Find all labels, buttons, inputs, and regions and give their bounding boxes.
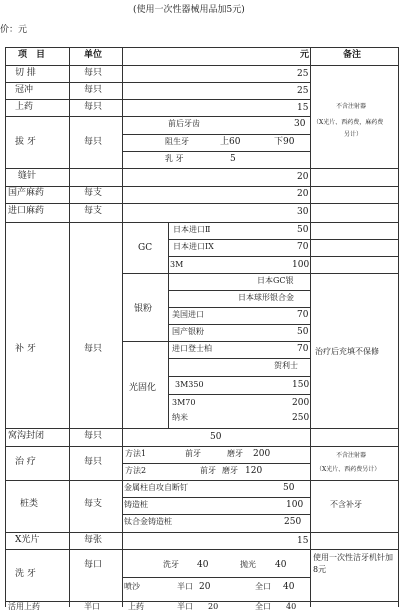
xiya-xieya-label: 洗牙 bbox=[163, 560, 179, 569]
row-buya-unit: 每只 bbox=[84, 344, 103, 354]
row-wogou-unit: 每只 bbox=[84, 431, 103, 441]
column-header-price: 元 bbox=[300, 50, 310, 60]
row-zhuang-item: 桩类 bbox=[20, 499, 39, 509]
buya-guanguhua-item-2-name: 贺利士 bbox=[274, 361, 298, 370]
row-qiepai-unit: 每只 bbox=[84, 68, 103, 78]
row-fengzhen-item: 缝针 bbox=[18, 171, 37, 181]
row-guochan-maiyao-price: 20 bbox=[297, 189, 309, 199]
row-jinkou-maiyao-unit: 每支 bbox=[84, 206, 103, 216]
row-xiya-unit: 每口 bbox=[84, 560, 103, 570]
row-xray-item: X光片 bbox=[15, 535, 40, 545]
row-qiepai-price: 25 bbox=[297, 69, 309, 79]
column-header-remark: 备注 bbox=[343, 50, 362, 60]
buya-gc-item-2-price: 70 bbox=[297, 242, 309, 252]
xiya-remark: 使用一次性洁牙机针加8元 bbox=[313, 553, 393, 574]
zhuang-item-3-price: 250 bbox=[284, 517, 302, 527]
row-zhuang-unit: 每支 bbox=[84, 499, 103, 509]
top-note: (使用一次性器械用品加5元) bbox=[133, 5, 245, 15]
baya-zusheng-upper: 上60 bbox=[220, 137, 241, 147]
buya-remark: 治疗后充填不保修 bbox=[315, 347, 379, 356]
row-last-unit: 半口 bbox=[84, 602, 100, 611]
xiya-pensha-full-price: 40 bbox=[283, 582, 295, 592]
buya-guanguhua-item-4-name: 3M70 bbox=[172, 398, 196, 407]
remark-1-line2: （X光片、西药费，麻药费 bbox=[313, 119, 384, 126]
row-last-e: 40 bbox=[286, 602, 297, 611]
xiya-paoguang-price: 40 bbox=[275, 560, 287, 570]
buya-guanguhua-item-5-name: 纳米 bbox=[172, 413, 188, 422]
zhuang-item-1-price: 50 bbox=[283, 483, 295, 493]
zhuang-item-1-name: 金属柱自攻自断钉 bbox=[124, 483, 188, 492]
buya-yinfen-item-1-name: 日本GC银 bbox=[257, 276, 294, 285]
zhuang-item-3-name: 钛合金铸造桩 bbox=[124, 517, 172, 526]
row-last-item: 活用上药 bbox=[8, 602, 40, 611]
row-last-d: 全口 bbox=[255, 602, 271, 611]
buya-gc-label: GC bbox=[138, 243, 153, 253]
zhiliao-m1-molar: 磨牙 bbox=[227, 449, 243, 458]
baya-zusheng-lower: 下90 bbox=[274, 137, 295, 147]
row-xray-unit: 每张 bbox=[84, 535, 103, 545]
buya-yinfen-item-4-price: 50 bbox=[297, 327, 309, 337]
buya-3m-price: 100 bbox=[292, 260, 310, 270]
row-qiepai-item: 切 排 bbox=[15, 68, 36, 78]
buya-guanguhua-item-1-name: 进口登士柏 bbox=[172, 344, 212, 353]
row-buya-item: 补 牙 bbox=[15, 344, 36, 354]
buya-yinfen-item-3-name: 美国进口 bbox=[172, 310, 204, 319]
row-xray-price: 15 bbox=[297, 536, 309, 546]
column-header-unit: 单位 bbox=[84, 50, 103, 60]
row-fengzhen-price: 20 bbox=[297, 172, 309, 182]
row-wogou-item: 窝沟封闭 bbox=[8, 431, 45, 441]
remark-1-line3: 另计） bbox=[344, 131, 363, 138]
zhiliao-m2-label: 方法2 bbox=[125, 466, 147, 475]
row-xiya-item: 洗 牙 bbox=[15, 569, 36, 579]
xiya-paoguang-label: 抛光 bbox=[240, 560, 256, 569]
baya-ruya-label: 乳 牙 bbox=[165, 154, 184, 163]
row-guochan-maiyao-item: 国产麻药 bbox=[8, 188, 45, 198]
row-jinkou-maiyao-item: 进口麻药 bbox=[8, 206, 45, 216]
zhuang-remark: 不含补牙 bbox=[330, 500, 362, 509]
row-last-b: 半口 bbox=[177, 602, 193, 611]
baya-qianhou-label: 前后牙齿 bbox=[168, 119, 200, 128]
zhiliao-m1-label: 方法1 bbox=[125, 449, 147, 458]
row-baya-unit: 每只 bbox=[84, 137, 103, 147]
row-guanchong-price: 25 bbox=[297, 86, 309, 96]
zhiliao-m2-molar: 磨牙 bbox=[222, 466, 238, 475]
buya-yinfen-label: 银粉 bbox=[134, 304, 153, 314]
row-guochan-maiyao-unit: 每支 bbox=[84, 188, 103, 198]
row-guanchong-item: 冠冲 bbox=[15, 85, 34, 95]
buya-guanguhua-item-3-name: 3M350 bbox=[175, 380, 204, 389]
buya-gc-item-2-name: 日本进口IX bbox=[173, 242, 214, 251]
remark-2-line1: 不含注射器 bbox=[336, 452, 367, 459]
buya-gc-item-1-price: 50 bbox=[297, 225, 309, 235]
buya-yinfen-item-2-name: 日本球形银合金 bbox=[238, 293, 294, 302]
row-zhiliao-item: 治 疗 bbox=[15, 457, 36, 467]
row-last-a: 上药 bbox=[128, 602, 144, 611]
zhiliao-m1-price: 200 bbox=[253, 449, 271, 459]
zhiliao-m1-front: 前牙 bbox=[185, 449, 201, 458]
zhiliao-m2-price: 120 bbox=[245, 466, 263, 476]
buya-yinfen-item-4-name: 国产银粉 bbox=[172, 327, 204, 336]
xiya-pensha-full: 全口 bbox=[255, 582, 271, 591]
xiya-pensha-half-price: 20 bbox=[199, 582, 211, 592]
buya-3m-name: 3M bbox=[170, 260, 184, 269]
price-unit-label: 价：元 bbox=[0, 25, 28, 35]
buya-guanguhua-label: 光固化 bbox=[129, 383, 157, 393]
row-baya-item: 拔 牙 bbox=[15, 137, 36, 147]
column-header-item: 项 目 bbox=[18, 50, 46, 60]
row-wogou-price: 50 bbox=[210, 432, 222, 442]
row-shangyao-unit: 每只 bbox=[84, 102, 103, 112]
buya-guanguhua-item-4-price: 200 bbox=[292, 398, 310, 408]
xiya-pensha-half: 半口 bbox=[177, 582, 193, 591]
row-zhiliao-unit: 每只 bbox=[84, 457, 103, 467]
buya-guanguhua-item-3-price: 150 bbox=[292, 380, 310, 390]
row-shangyao-item: 上药 bbox=[15, 102, 34, 112]
zhuang-item-2-price: 100 bbox=[286, 500, 304, 510]
row-shangyao-price: 15 bbox=[297, 103, 309, 113]
xiya-pensha-label: 喷沙 bbox=[124, 582, 140, 591]
buya-guanguhua-item-1-price: 70 bbox=[297, 344, 309, 354]
row-jinkou-maiyao-price: 30 bbox=[297, 207, 309, 217]
xiya-xieya-price: 40 bbox=[197, 560, 209, 570]
buya-guanguhua-item-5-price: 250 bbox=[292, 413, 310, 423]
baya-zusheng-label: 阻生牙 bbox=[165, 137, 189, 146]
baya-ruya-price: 5 bbox=[230, 154, 236, 164]
buya-gc-item-1-name: 日本进口Ⅱ bbox=[173, 225, 211, 234]
zhiliao-m2-front: 前牙 bbox=[200, 466, 216, 475]
row-last-c: 20 bbox=[208, 602, 219, 611]
baya-qianhou-price: 30 bbox=[294, 119, 306, 129]
row-guanchong-unit: 每只 bbox=[84, 85, 103, 95]
remark-2-line2: （X光片、西药费另计） bbox=[316, 466, 381, 473]
buya-yinfen-item-3-price: 70 bbox=[297, 310, 309, 320]
remark-1-line1: 不含注射器 bbox=[336, 103, 367, 110]
zhuang-item-2-name: 铸造桩 bbox=[124, 500, 148, 509]
